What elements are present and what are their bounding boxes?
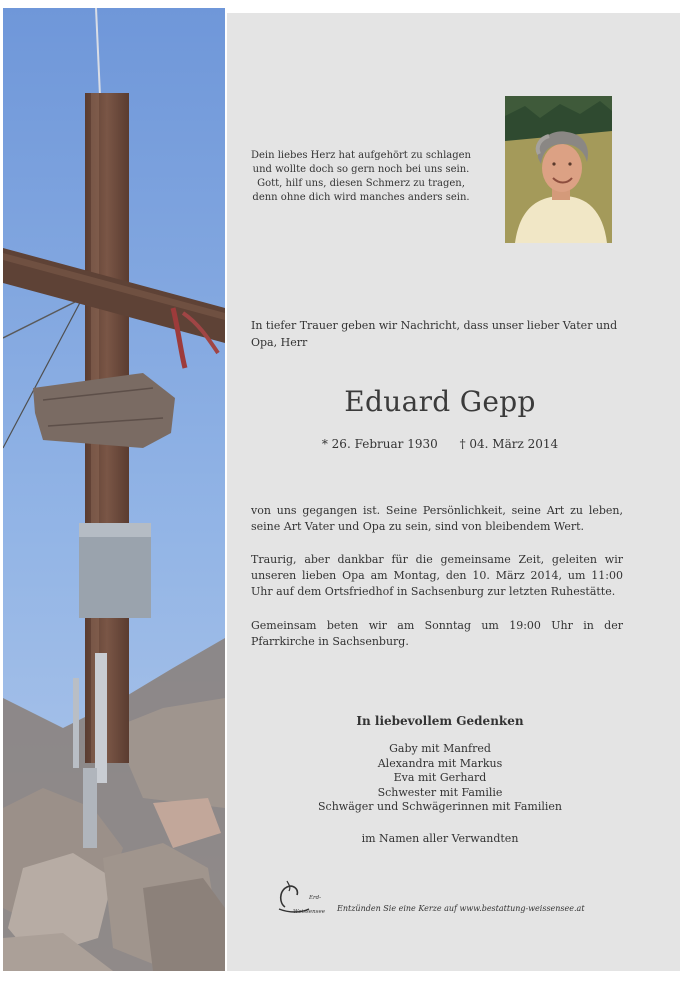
candle-website-link[interactable]: Entzünden Sie eine Kerze auf www.bestattung-weissensee.at bbox=[337, 904, 585, 913]
signoff: im Namen aller Verwandten bbox=[361, 832, 519, 845]
portrait-photo bbox=[505, 96, 612, 243]
logo-text: Erd- bbox=[309, 895, 322, 901]
logo-text: Weissensee bbox=[293, 909, 325, 915]
paragraph-prayer: Gemeinsam beten wir am Sonntag um 19:00 Uhr in der Pfarrkirche in Sachsenburg. bbox=[251, 619, 623, 648]
poem-line: Gott, hilf uns, diesen Schmerz zu tragen, bbox=[257, 178, 465, 189]
family-member: Gaby mit Manfred bbox=[389, 742, 491, 755]
birth-date: * 26. Februar 1930 bbox=[321, 437, 438, 451]
summit-cross-photo bbox=[3, 8, 225, 971]
deceased-name: Eduard Gepp bbox=[344, 385, 536, 418]
family-member: Alexandra mit Markus bbox=[377, 756, 503, 770]
family-member: Eva mit Gerhard bbox=[393, 771, 487, 784]
poem-line: und wollte doch so gern noch bei uns sein. bbox=[252, 164, 470, 175]
poem-line: denn ohne dich wird manches anders sein. bbox=[252, 192, 470, 203]
candle-hand-logo-icon bbox=[275, 877, 333, 917]
memory-heading: In liebevollem Gedenken bbox=[356, 714, 524, 728]
poem bbox=[250, 149, 472, 205]
death-date: † 04. März 2014 bbox=[459, 437, 559, 451]
life-dates bbox=[227, 437, 653, 451]
family-member: Schwester mit Familie bbox=[377, 785, 503, 799]
poem-line: Dein liebes Herz hat aufgehört zu schlagen bbox=[250, 150, 471, 161]
notice-panel bbox=[227, 13, 680, 971]
paragraph-funeral: Traurig, aber dankbar für die gemeinsame Zeit, geleiten wir unseren lieben Opa am Montag, den 10. März 2014, um 11:00 Uhr auf dem Ortsfriedhof in Sachsenburg zur letzten Ruhestätte. bbox=[251, 553, 623, 598]
family-member: Schwäger und Schwägerinnen mit Familien bbox=[318, 800, 562, 813]
intro-text: In tiefer Trauer geben wir Nachricht, dass unser lieber Vater und Opa, Herr bbox=[251, 319, 618, 349]
paragraph-passing: von uns gegangen ist. Seine Persönlichkeit, seine Art zu leben, seine Art Vater und Opa zu sein, sind von bleibendem Wert. bbox=[251, 504, 623, 533]
family-list bbox=[227, 742, 653, 815]
